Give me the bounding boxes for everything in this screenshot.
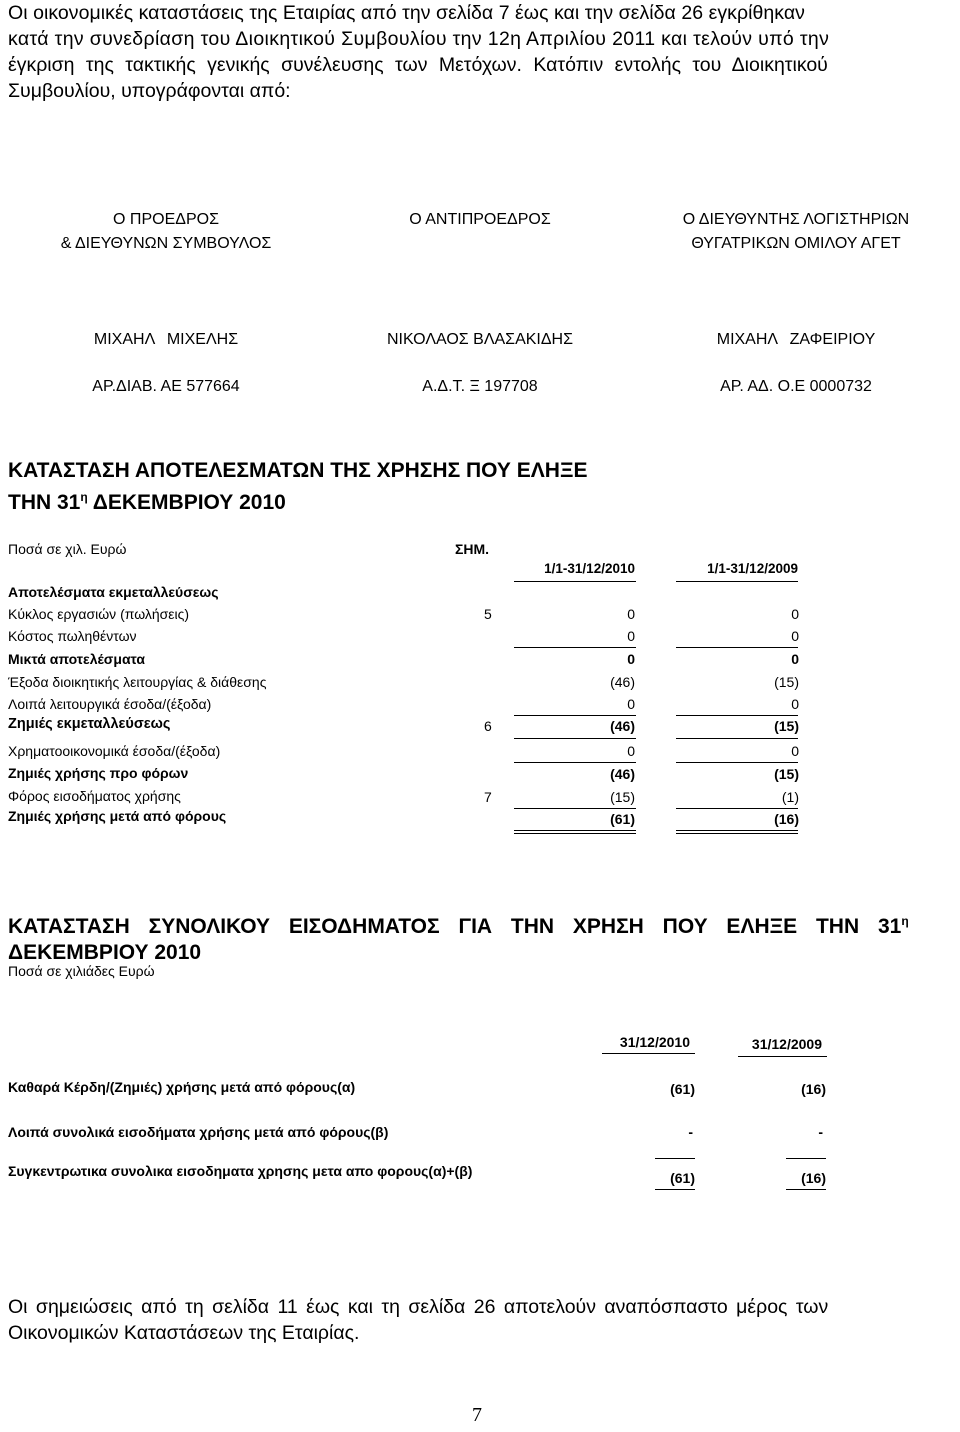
- comprehensive-amounts-label: Ποσά σε χιλιάδες Ευρώ: [8, 963, 155, 979]
- comprehensive-row-label: Συγκεντρωτικα συνολικα εισοδηματα χρησης μετα απο φορους(α)+(β): [8, 1163, 473, 1179]
- comprehensive-row-label: Καθαρά Κέρδη/(Ζημιές) χρήσης μετά από φόρους(α): [8, 1079, 356, 1095]
- subtotal-line: [514, 647, 636, 648]
- results-heading: [8, 458, 587, 516]
- row-value-2009: (15): [774, 674, 799, 690]
- intro-paragraph: [8, 0, 958, 104]
- intro-line: κατά την συνεδρίαση του Διοικητικού Συμβουλίου την 12η Απριλίου 2011 και τελούν υπό την: [8, 28, 830, 50]
- row-note: 5: [484, 606, 492, 622]
- total-underline: [655, 1189, 695, 1190]
- row-label: Λοιπά λειτουργικά έσοδα/(έξοδα): [8, 696, 212, 712]
- row-value-2010: (46): [610, 766, 635, 782]
- row-value-2010: (46): [610, 718, 635, 734]
- footer-line: Οι σημειώσεις από τη σελίδα 11 έως και τη σελίδα 26 αποτελούν αναπόσπαστο μέρος των: [8, 1296, 829, 1318]
- signatory-id: Α.Δ.Τ. Ξ 197708: [422, 378, 538, 395]
- subtotal-line: [676, 808, 798, 809]
- intro-line: έγκριση της τακτικής γενικής συνέλευσης των Μετόχων. Κατόπιν εντολής του Διοικητικού: [8, 54, 828, 76]
- comprehensive-heading: [8, 908, 958, 966]
- intro-line: Οι οικονομικές καταστάσεις της Εταιρίας από την σελίδα 7 έως και την σελίδα 26 εγκρίθηκαν: [8, 2, 805, 24]
- column-underline: [738, 1056, 827, 1057]
- section-label: Αποτελέσματα εκμεταλλεύσεως: [8, 584, 219, 600]
- subtotal-line: [676, 647, 798, 648]
- row-label: Ζημιές χρήσης προ φόρων: [8, 765, 189, 781]
- subtotal-line: [676, 762, 798, 763]
- row-value-2009: (15): [774, 766, 799, 782]
- signatory-accounting-director: [646, 208, 946, 256]
- intro-line: Συμβουλίου, υπογράφονται από:: [8, 80, 291, 102]
- column-underline: [676, 581, 798, 582]
- results-heading-line2: ΤΗΝ $31^\eta$ ΔΕΚΕΜΒΡΙΟΥ 2010: [8, 490, 286, 514]
- column-header-2009: 1/1-31/12/2009: [707, 561, 798, 576]
- column-underline: [602, 1053, 695, 1054]
- column-underline: [514, 581, 636, 582]
- row-label: Ζημιές εκμεταλλεύσεως: [8, 716, 171, 732]
- row-label: Ζημιές χρήσης μετά από φόρους: [8, 808, 227, 824]
- comprehensive-value-2009: (16): [801, 1170, 826, 1186]
- row-value-2010: 0: [627, 743, 635, 759]
- row-label: Φόρος εισοδήματος χρήσης: [8, 788, 181, 804]
- footer-line: Οικονομικών Καταστάσεων της Εταιρίας.: [8, 1322, 360, 1344]
- signatory-president: [16, 208, 316, 256]
- signatory-title: Ο ΠΡΟΕΔΡΟΣ: [113, 211, 219, 228]
- note-column-header: ΣΗΜ.: [455, 541, 490, 557]
- subtotal-line: [514, 762, 636, 763]
- signatory-name: ΜΙΧΑΗΛ ΖΑΦΕΙΡΙΟΥ: [716, 331, 876, 348]
- row-value-2009: 0: [791, 651, 799, 667]
- signatory-id: ΑΡ. ΑΔ. Ο.Ε 0000732: [720, 378, 872, 395]
- row-value-2010: (15): [610, 789, 635, 805]
- comprehensive-col-2010: 31/12/2010: [619, 1034, 690, 1050]
- signatory-name: ΜΙΧΑΗΛ ΜΙΧΕΛΗΣ: [93, 331, 239, 348]
- signatory-vice-president: [330, 208, 630, 232]
- row-value-2009: (15): [774, 718, 799, 734]
- total-overline: [786, 1158, 826, 1159]
- column-header-2010: 1/1-31/12/2010: [544, 561, 635, 576]
- total-underline: [786, 1189, 826, 1190]
- subtotal-line: [514, 738, 636, 739]
- comprehensive-row-label: Λοιπά συνολικά εισοδήματα χρήσης μετά από φόρους(β): [8, 1124, 389, 1140]
- row-value-2010: (61): [610, 811, 635, 827]
- comprehensive-col-2009: 31/12/2009: [751, 1036, 822, 1052]
- row-value-2010: 0: [627, 696, 635, 712]
- amounts-label: Ποσά σε χιλ. Ευρώ: [8, 541, 127, 557]
- signatory-title: & ΔΙΕΥΘΥΝΩΝ ΣΥΜΒΟΥΛΟΣ: [60, 235, 272, 252]
- signatory-name: ΝΙΚΟΛΑΟΣ ΒΛΑΣΑΚΙΔΗΣ: [387, 331, 573, 348]
- results-heading-line1: ΚΑΤΑΣΤΑΣΗ ΑΠΟΤΕΛΕΣΜΑΤΩΝ ΤΗΣ ΧΡΗΣΗΣ ΠΟΥ ΕΛΗΞΕ: [8, 459, 588, 482]
- comprehensive-value-2009: -: [818, 1124, 823, 1140]
- row-value-2010: 0: [627, 628, 635, 644]
- page-number: 7: [472, 1404, 482, 1426]
- subtotal-line: [514, 715, 636, 716]
- comprehensive-value-2009: (16): [801, 1081, 826, 1097]
- row-label: Κόστος πωληθέντων: [8, 628, 137, 644]
- row-value-2009: (16): [774, 811, 799, 827]
- row-value-2009: 0: [791, 696, 799, 712]
- footer-note: [8, 1294, 958, 1346]
- total-double-line: [676, 830, 798, 834]
- row-label: Μικτά αποτελέσματα: [8, 651, 146, 667]
- total-double-line: [514, 830, 636, 834]
- row-note: 6: [484, 718, 492, 734]
- row-label: Χρηματοοικονομικά έσοδα/(έξοδα): [8, 743, 221, 759]
- row-value-2010: 0: [627, 606, 635, 622]
- signatory-id: ΑΡ.ΔΙΑΒ. ΑΕ 577664: [92, 378, 240, 395]
- total-overline: [655, 1158, 695, 1159]
- row-label: Έξοδα διοικητικής λειτουργίας & διάθεσης: [8, 674, 267, 690]
- row-note: 7: [484, 789, 492, 805]
- row-value-2009: (1): [781, 789, 799, 805]
- comprehensive-heading-line2: ΔΕΚΕΜΒΡΙΟΥ 2010: [8, 941, 202, 964]
- subtotal-line: [514, 808, 636, 809]
- comprehensive-heading-line1: ΚΑΤΑΣΤΑΣΗ ΣΥΝΟΛΙΚΟΥ ΕΙΣΟΔΗΜΑΤΟΣ ΓΙΑ ΤΗΝ ΧΡΗΣΗ ΠΟΥ ΕΛΗΞΕ ΤΗΝ $31^\eta$: [8, 914, 909, 938]
- signatory-title: Ο ΔΙΕΥΘΥΝΤΗΣ ΛΟΓΙΣΤΗΡΙΩΝ: [682, 211, 910, 228]
- row-value-2009: 0: [791, 743, 799, 759]
- signatory-title: ΘΥΓΑΤΡΙΚΩΝ ΟΜΙΛΟΥ ΑΓΕΤ: [691, 235, 901, 252]
- comprehensive-value-2010: -: [688, 1124, 693, 1140]
- row-value-2010: (46): [610, 674, 635, 690]
- row-value-2009: 0: [791, 628, 799, 644]
- row-value-2010: 0: [627, 651, 635, 667]
- row-value-2009: 0: [791, 606, 799, 622]
- subtotal-line: [676, 715, 798, 716]
- signatory-title: Ο ΑΝΤΙΠΡΟΕΔΡΟΣ: [409, 211, 551, 228]
- comprehensive-value-2010: (61): [670, 1170, 695, 1186]
- comprehensive-value-2010: (61): [670, 1081, 695, 1097]
- row-label: Κύκλος εργασιών (πωλήσεις): [8, 606, 190, 622]
- subtotal-line: [676, 738, 798, 739]
